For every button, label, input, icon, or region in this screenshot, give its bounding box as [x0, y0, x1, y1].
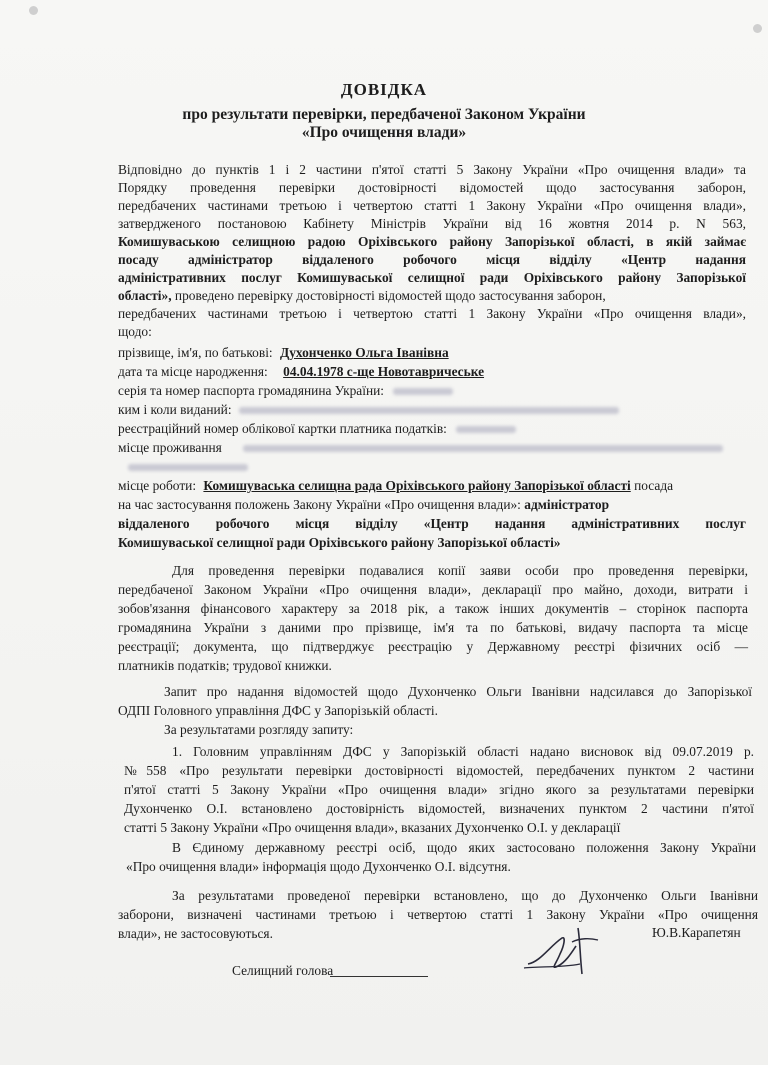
body-line: реєстрації; документа, що підтверджує реєстрацію у Державному реєстрі фізичних осіб — — [118, 639, 748, 654]
redacted-tax-number — [456, 426, 516, 433]
intro-line: передбачених частинами третьою і четвертою статті 1 Закону України «Про очищення влади», — [118, 198, 746, 213]
body-line: громадянина України з даними про прізвище, ім'я та по батькові, видачу паспорта та місце — [118, 620, 748, 635]
body-line: В Єдиному державному реєстрі осіб, щодо яких застосовано положення Закону України — [172, 840, 756, 855]
position-line: Комишуваської селищної ради Оріхівського району Запорізької області» — [118, 535, 561, 550]
signatory-role: Селищний голова — [232, 963, 334, 978]
signature-line — [330, 976, 428, 977]
body-line: ОДПІ Головного управління ДФС у Запорізькій області. — [118, 703, 438, 718]
punch-hole — [753, 24, 762, 33]
body-line: За результатами проведеної перевірки встановлено, що до Духонченко Ольги Іванівни — [172, 888, 758, 903]
intro-line: затвердженого постановою Кабінету Міністрів України від 16 жовтня 2014 р. N 563, — [118, 216, 746, 231]
work-suffix: посада — [634, 478, 674, 493]
birth-field — [118, 364, 484, 379]
intro-line: Комишуваською селищною радою Оріхівського району Запорізької області, в якій займає — [118, 234, 746, 249]
document-subtitle: про результати перевірки, передбаченої Законом України — [182, 106, 586, 123]
body-line: 1. Головним управлінням ДФС у Запорізькій області надано висновок від 09.07.2019 р. — [172, 744, 754, 759]
body-line: Запит про надання відомостей щодо Духонченко Ольги Іванівни надсилався до Запорізької — [164, 684, 752, 699]
punch-hole — [29, 6, 38, 15]
name-field — [118, 345, 449, 360]
redacted-residence — [243, 445, 723, 452]
body-line: «Про очищення влади» інформація щодо Духонченко О.І. відсутня. — [126, 859, 511, 874]
body-line: передбаченої Законом України «Про очищення влади», декларації про майно, доходи, витрати і — [118, 582, 748, 597]
intro-line: Відповідно до пунктів 1 і 2 частини п'ятої статті 5 Закону України «Про очищення влади» та — [118, 162, 746, 177]
body-line: №558 «Про результати перевірки достовірності відомостей, передбачених пунктом 2 частини — [124, 763, 754, 778]
intro-line: посаду адміністратор віддаленого робочого місця відділу «Центр надання — [118, 252, 746, 267]
redacted-passport — [393, 388, 453, 395]
position-line — [118, 497, 746, 512]
passport-label: серія та номер паспорта громадянина України: — [118, 383, 385, 398]
position-line: віддаленого робочого місця відділу «Центр надання адміністративних послуг — [118, 516, 746, 531]
work-value: Комишуваська селищна рада Оріхівського району Запорізької області — [203, 478, 631, 493]
intro-line — [118, 288, 746, 303]
residence-field — [118, 440, 723, 455]
name-label: прізвище, ім'я, по батькові: — [118, 345, 273, 360]
position-intro: на час застосування положень Закону України «Про очищення влади»: — [118, 497, 521, 512]
body-line: Для проведення перевірки подавалися копії заяви особи про проведення перевірки, — [172, 563, 748, 578]
intro-line: передбачених частинами третьою і четвертою статті 1 Закону України «Про очищення влади», — [118, 306, 746, 321]
intro-line: адміністративних послуг Комишуваської селищної ради Оріхівського району Запорізької — [118, 270, 746, 285]
signatory-name: Ю.В.Карапетян — [652, 925, 741, 940]
tax-field — [118, 421, 516, 436]
document-heading: ДОВІДКА — [340, 80, 428, 99]
redacted-residence — [128, 464, 248, 471]
residence-label: місце проживання — [118, 440, 222, 455]
intro-bold-fragment: області», — [118, 288, 172, 303]
issued-field — [118, 402, 619, 417]
redacted-issued — [239, 407, 619, 414]
body-line: Духонченко О.І. встановлено достовірність відомостей, визначених пунктом 2 частини п'ятої — [124, 801, 754, 816]
work-field — [118, 478, 673, 493]
intro-fragment: проведено перевірку достовірності відомостей щодо застосування заборон, — [174, 288, 606, 303]
birth-label: дата та місце народження: — [118, 364, 268, 379]
body-line: За результатами розгляду запиту: — [164, 722, 354, 737]
work-label: місце роботи: — [118, 478, 197, 493]
position-value: адміністратор — [524, 497, 610, 512]
intro-line: Порядку проведення перевірки достовірності відомостей щодо застосування заборон, — [118, 180, 746, 195]
residence-continued — [128, 459, 248, 474]
handwritten-signature — [520, 916, 610, 986]
document-subtitle: «Про очищення влади» — [301, 124, 467, 141]
intro-line: щодо: — [118, 324, 152, 339]
body-line: п'ятої статті 5 Закону України «Про очищення влади» згідно якого за результатами перевірки — [124, 782, 754, 797]
tax-label: реєстраційний номер облікової картки платника податків: — [118, 421, 447, 436]
body-line: платників податків; трудової книжки. — [118, 658, 332, 673]
name-value: Духонченко Ольга Іванівна — [280, 345, 449, 360]
issued-label: ким і коли виданий: — [118, 402, 232, 417]
body-line: влади», не застосовуються. — [118, 926, 273, 941]
body-line: статті 5 Закону України «Про очищення влади», вказаних Духонченко О.І. у декларації — [124, 820, 621, 835]
birth-value: 04.04.1978 с-ще Новотавричеське — [283, 364, 485, 379]
body-line: заборони, визначені частинами третьою і четвертою статті 1 Закону України «Про очищення — [118, 907, 758, 922]
body-line: зобов'язання фінансового характеру за 2018 рік, а також інших документів – сторінок паспорта — [118, 601, 748, 616]
passport-field — [118, 383, 453, 398]
